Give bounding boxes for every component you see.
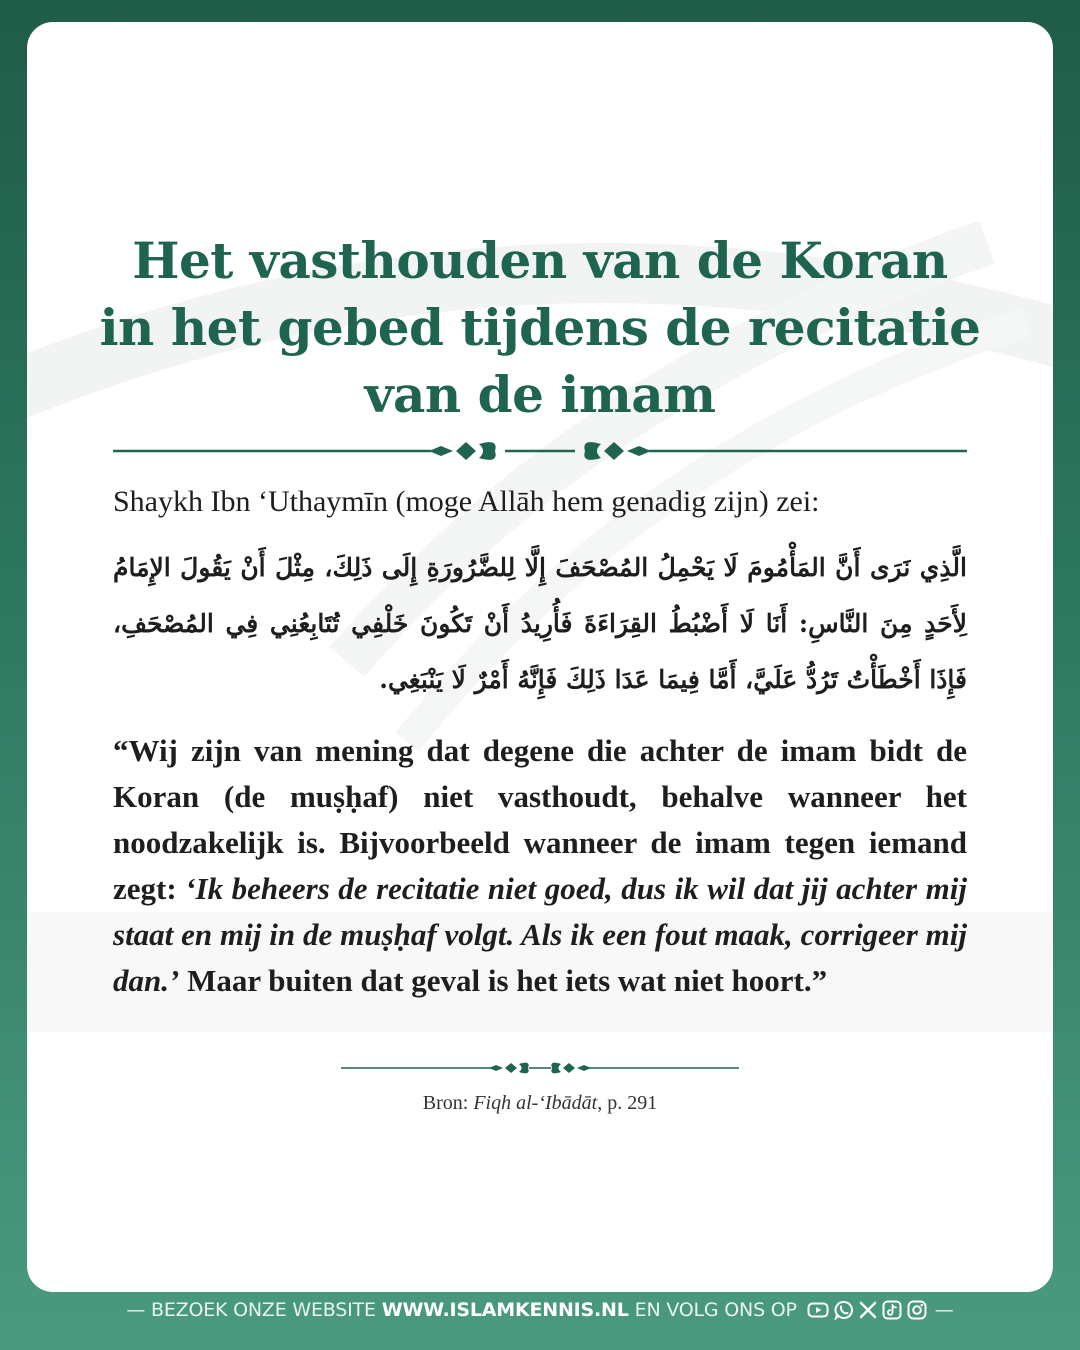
title-line-2: in het gebed tijdens de recitatie [99,298,981,357]
youtube-icon[interactable] [807,1300,829,1320]
arabic-quote: الَّذِي نَرَى أَنَّ المَأْمُومَ لَا يَحْمِلُ المُصْحَفَ إِلَّا لِلضَّرُورَةِ إِلَى ذَلِكَ، مِثْلَ أَنْ يَقُولَ الإِمَامُ لِأَحَدٍ مِنَ النَّاسِ: أَنَا لَا أَضْبُطُ القِرَاءَةَ فَأُرِيدُ أَنْ تَكُونَ خَلْفِي تُتَابِعُنِي فِي المُصْحَفِ، فَإِذَا أَخْطَأْتُ تَرُدُّ عَلَيَّ، أَمَّا فِيمَا عَدَا ذَلِكَ فَإِنَّهُ أَمْرٌ لَا يَنْبَغِي. [113,553,967,694]
footer-middle: EN VOLG ONS OP [634,1299,797,1321]
social-icons [807,1300,927,1320]
quote-part-2: Maar buiten dat geval is het iets wat niet hoort.” [179,963,828,998]
content-card [27,22,1053,1292]
source-citation [27,1089,1053,1117]
intro-text: Shaykh Ibn ‘Uthaymīn (moge Allāh hem genadig zijn) zei: [113,485,820,518]
footer-bar [0,1293,1080,1327]
small-ornament-divider [341,1058,739,1078]
tiktok-icon[interactable] [882,1300,902,1320]
whatsapp-icon[interactable] [834,1300,854,1320]
ornament-divider [113,434,967,468]
source-work: Fiqh al-‘Ibādāt [473,1092,598,1114]
footer-prefix: — BEZOEK ONZE WEBSITE [126,1299,376,1321]
page-title [87,227,993,428]
title-line-1: Het vasthouden van de Koran [132,231,948,290]
x-icon[interactable] [859,1300,877,1320]
title-line-3: van de imam [364,365,716,424]
instagram-icon[interactable] [907,1300,927,1320]
source-suffix: , p. 291 [597,1092,658,1114]
quote-part-1: “Wij zijn van mening dat degene die achter de imam bidt de Koran (de muṣḥaf) niet vasthoudt, behalve wanneer het noodzakelijk is. Bijvoorbeeld wanneer de imam tegen iemand zegt: [113,733,967,906]
quote-italic-part: ‘Ik beheers de recitatie niet goed, dus ik wil dat jij achter mij staat en mij in de muṣḥaf volgt. Als ik een fout maak, corrigeer mij dan.’ [113,871,967,998]
website-link[interactable]: WWW.ISLAMKENNIS.NL [381,1299,629,1321]
footer-suffix: — [934,1299,954,1321]
source-prefix: Bron: [422,1092,474,1114]
dutch-translation [113,728,967,1004]
